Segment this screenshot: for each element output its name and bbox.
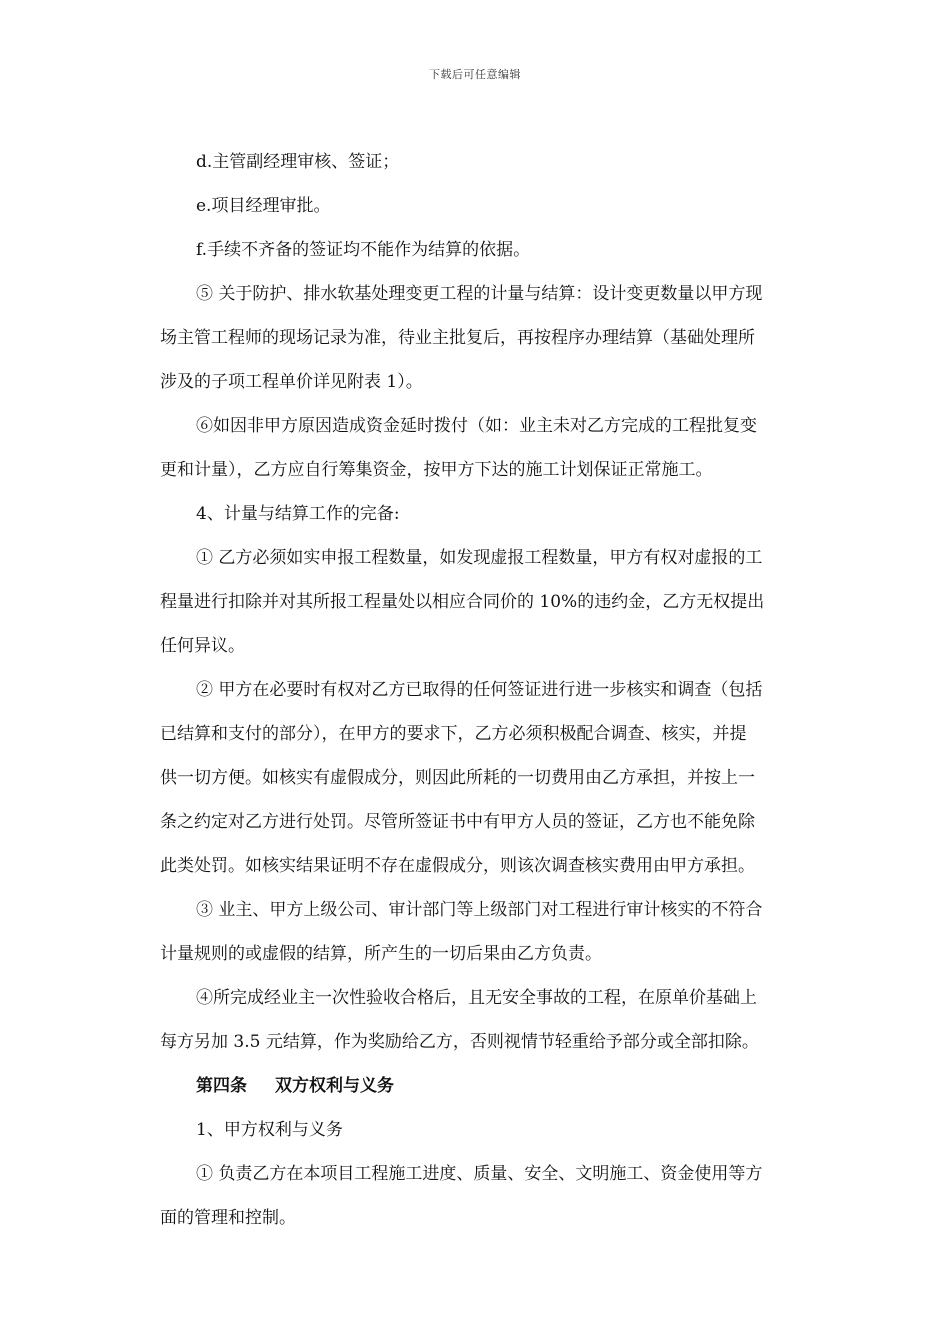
paragraph-line: 此类处罚。如核实结果证明不存在虚假成分，则该次调查核实费用由甲方承担。 xyxy=(160,856,755,876)
paragraph-line: 1、甲方权利与义务 xyxy=(196,1120,343,1140)
paragraph-line: ① 乙方必须如实申报工程数量，如发现虚报工程数量，甲方有权对虚报的工 xyxy=(196,548,763,568)
article-number: 第四条 xyxy=(196,1076,247,1096)
paragraph-line: f.手续不齐备的签证均不能作为结算的依据。 xyxy=(196,240,531,260)
document-body xyxy=(160,140,836,1240)
paragraph-line: 计量规则的或虚假的结算，所产生的一切后果由乙方负责。 xyxy=(160,944,602,964)
paragraph-line: 面的管理和控制。 xyxy=(160,1208,296,1228)
paragraph-line: 涉及的子项工程单价详见附表 1）。 xyxy=(160,372,423,392)
paragraph-line: 每方另加 3.5 元结算，作为奖励给乙方，否则视情节轻重给予部分或全部扣除。 xyxy=(160,1032,759,1052)
paragraph-line: ① 负责乙方在本项目工程施工进度、质量、安全、文明施工、资金使用等方 xyxy=(196,1164,763,1184)
paragraph-line: ④所完成经业主一次性验收合格后，且无安全事故的工程，在原单价基础上 xyxy=(196,988,757,1008)
paragraph-line: ⑤ 关于防护、排水软基处理变更工程的计量与结算：设计变更数量以甲方现 xyxy=(196,284,763,304)
paragraph-line: 更和计量），乙方应自行筹集资金，按甲方下达的施工计划保证正常施工。 xyxy=(160,460,713,480)
paragraph-line: 供一切方便。如核实有虚假成分，则因此所耗的一切费用由乙方承担，并按上一 xyxy=(160,768,755,788)
paragraph-line: d.主管副经理审核、签证； xyxy=(196,152,400,172)
page-header-note: 下载后可任意编辑 xyxy=(429,68,521,81)
paragraph-line: 场主管工程师的现场记录为准，待业主批复后，再按程序办理结算（基础处理所 xyxy=(160,328,755,348)
paragraph-line: ③ 业主、甲方上级公司、审计部门等上级部门对工程进行审计核实的不符合 xyxy=(196,900,763,920)
article-heading xyxy=(196,1064,836,1108)
paragraph-line: ② 甲方在必要时有权对乙方已取得的任何签证进行进一步核实和调查（包括 xyxy=(196,680,763,700)
paragraph-line: ⑥如因非甲方原因造成资金延时拨付（如：业主未对乙方完成的工程批复变 xyxy=(196,416,757,436)
paragraph-line: 条之约定对乙方进行处罚。尽管所签证书中有甲方人员的签证，乙方也不能免除 xyxy=(160,812,755,832)
paragraph-line: 已结算和支付的部分），在甲方的要求下，乙方必须积极配合调查、核实，并提 xyxy=(160,724,747,744)
paragraph-line: 程量进行扣除并对其所报工程量处以相应合同价的 10%的违约金，乙方无权提出 xyxy=(160,592,765,612)
paragraph-line: 4、计量与结算工作的完备: xyxy=(196,504,400,524)
paragraph-line: e.项目经理审批。 xyxy=(196,196,331,216)
article-title: 双方权利与义务 xyxy=(275,1076,394,1096)
paragraph-line: 任何异议。 xyxy=(160,636,245,656)
